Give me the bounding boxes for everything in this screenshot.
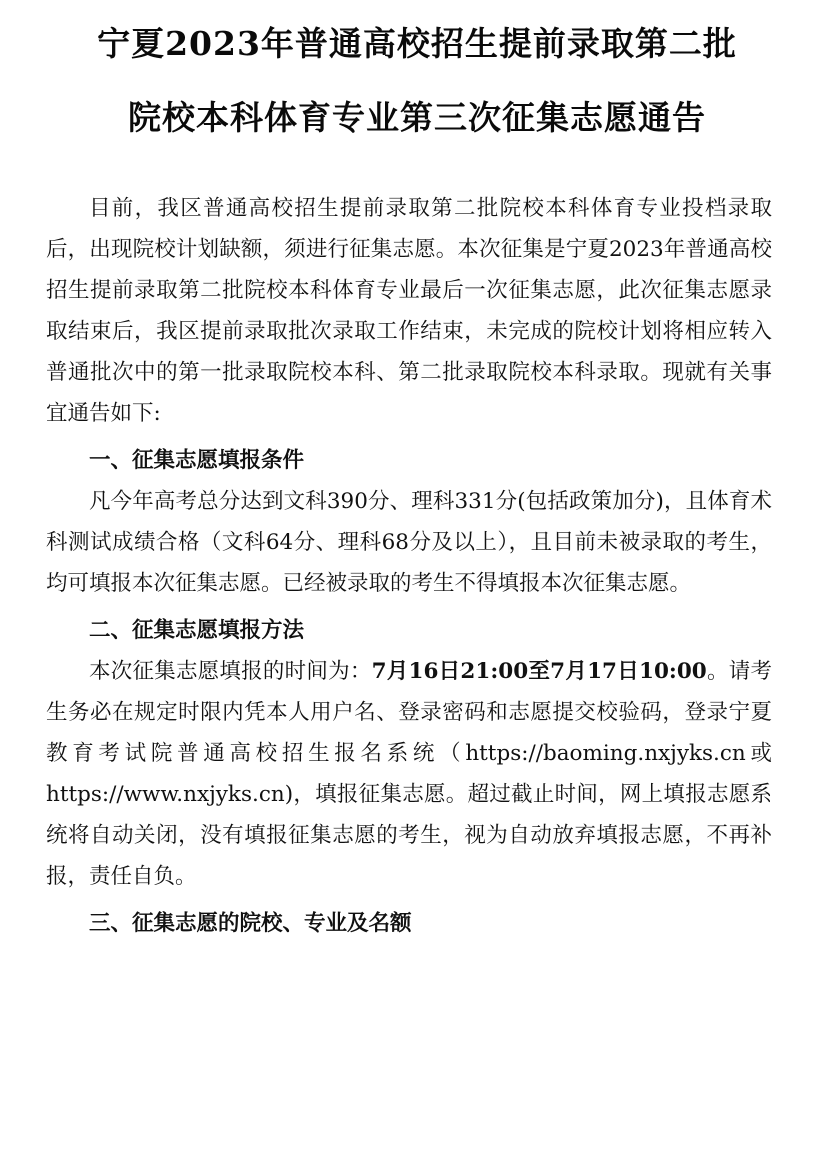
section-2-text: 。请考生务必在规定时限内凭本人用户名、登录密码和志愿提交校验码，登录宁夏教育考试院普通高校招生报名系统（https://baoming.nxjyks.cn或https://www.nxjyks.cn)，填报征集志愿。超过截止时间，网上填报志愿系统将自动关闭，没有填报征集志愿的考生，视为自动放弃填报志愿，不再补报，责任自负。 — [46, 659, 772, 889]
section-2-paragraph — [46, 651, 772, 897]
document-title-line-1: 宁夏2023年普通高校招生提前录取第二批 — [97, 24, 737, 63]
section-2-prefix: 本次征集志愿填报的时间为： — [89, 659, 372, 684]
application-time-window: 7月16日21:00至7月17日10:00 — [371, 659, 707, 684]
section-1-paragraph: 凡今年高考总分达到文科390分、理科331分(包括政策加分)，且体育术科测试成绩合格（文科64分、理科68分及以上），且目前未被录取的考生，均可填报本次征集志愿。已经被录取的考生不得填报本次征集志愿。 — [46, 489, 772, 596]
document-title-line-2: 院校本科体育专业第三次征集志愿通告 — [128, 98, 706, 137]
section-2-heading: 二、征集志愿填报方法 — [89, 618, 305, 643]
section-3-heading: 三、征集志愿的院校、专业及名额 — [89, 911, 412, 936]
document-body — [46, 188, 772, 944]
intro-paragraph: 目前，我区普通高校招生提前录取第二批院校本科体育专业投档录取后，出现院校计划缺额，须进行征集志愿。本次征集是宁夏2023年普通高校招生提前录取第二批院校本科体育专业最后一次征集志愿，此次征集志愿录取结束后，我区提前录取批次录取工作结束，未完成的院校计划将相应转入普通批次中的第一批录取院校本科、第二批录取院校本科录取。现就有关事宜通告如下: — [46, 196, 772, 426]
section-1-heading: 一、征集志愿填报条件 — [89, 448, 305, 473]
